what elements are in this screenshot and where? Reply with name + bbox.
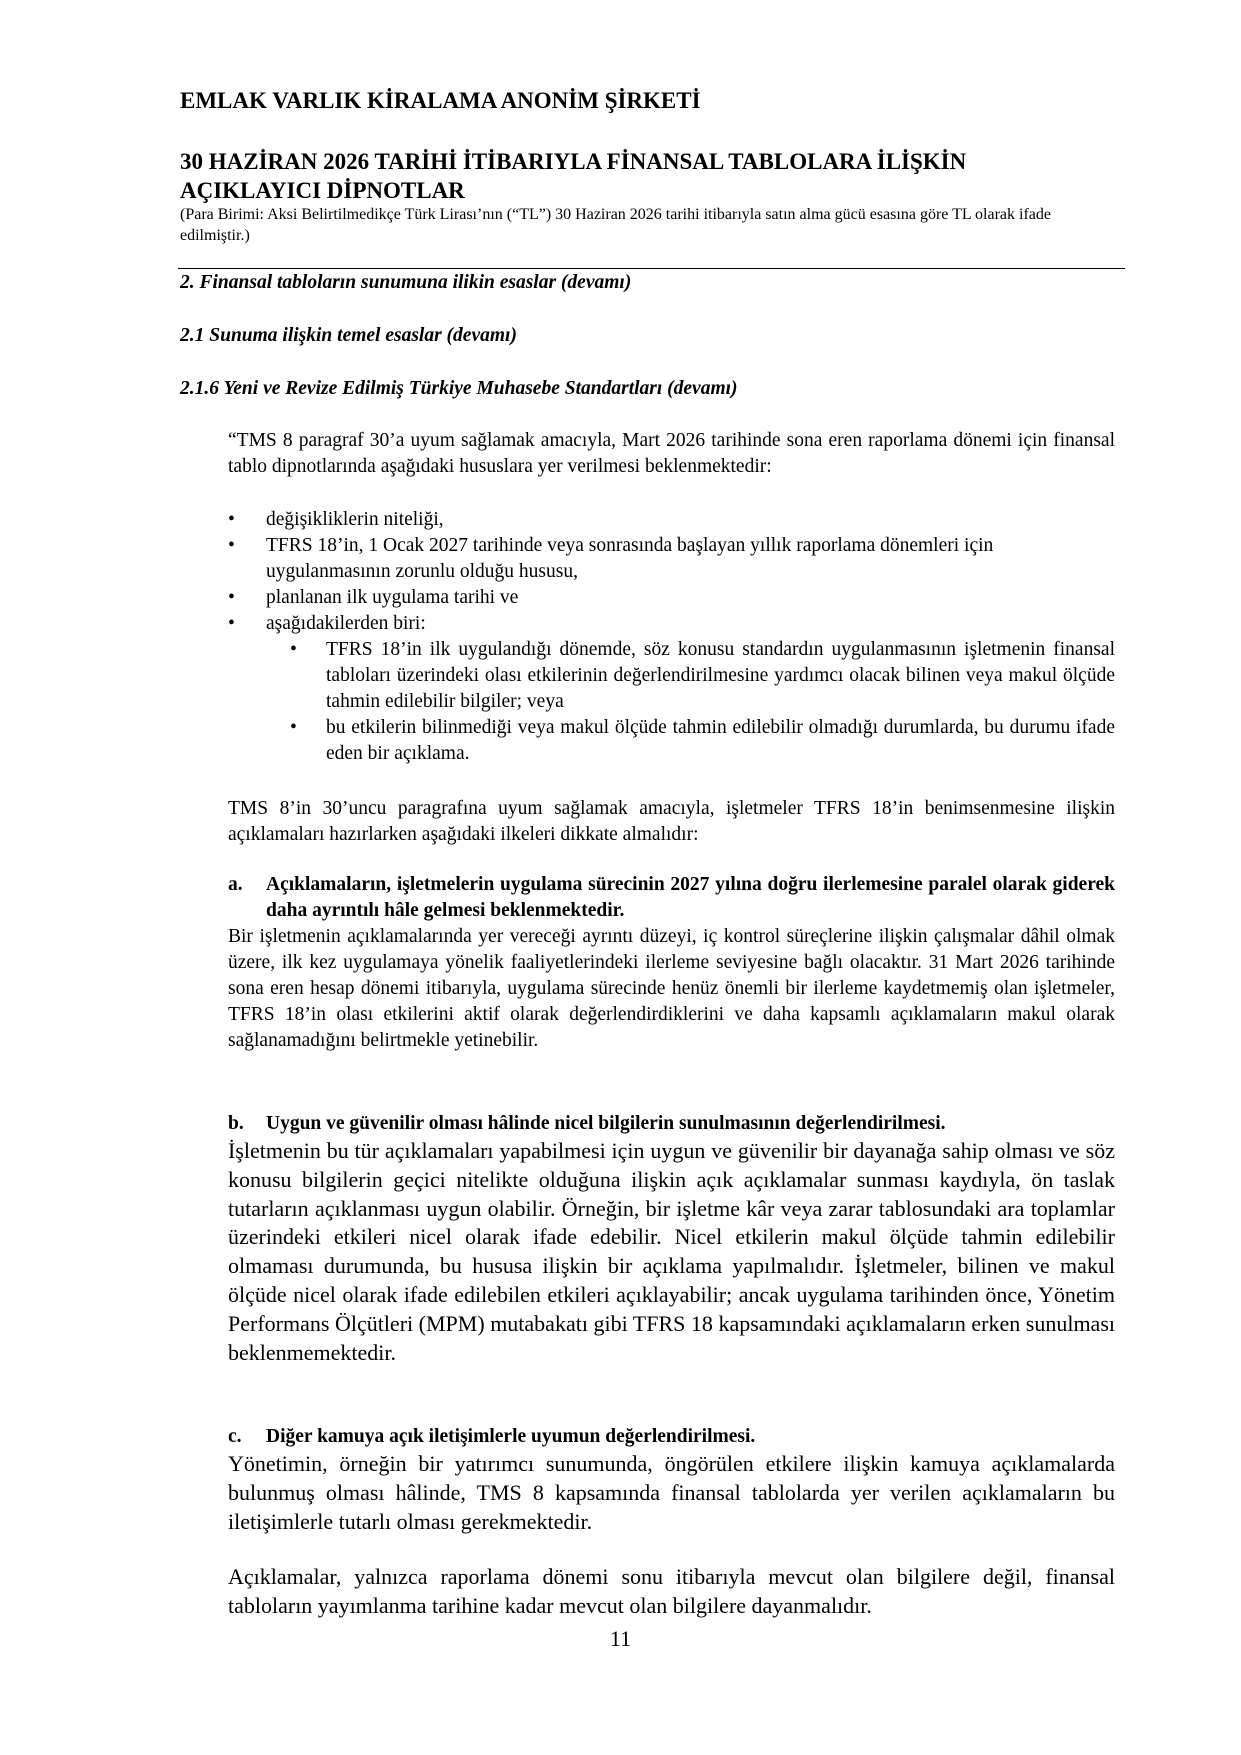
principle-text: Bir işletmenin açıklamalarında yer vereceği ayrıntı düzeyi, iç kontrol süreçlerine ilişkin çalışmalar dâhil olmak üzere, ilk kez uygulamaya yönelik faaliyetlerindeki ilerleme seviyesine bağlı olacaktır. 31 Mart 2026 tarihinde sona eren hesap dönemi itibarıyla, uygulama sürecinde henüz önemli bir ilerleme kaydetmemiş olan işletmeler, TFRS 18’in olası etkilerini aktif olarak değerlendirdiklerini ve daha kapsamlı açıklamaların makul olarak sağlanamadığını belirtmekle yetinebilir.: [228, 926, 1115, 1051]
list-item-text: planlanan ilk uygulama tarihi ve: [266, 587, 519, 608]
list-item: [228, 533, 1115, 585]
intro-paragraph: “TMS 8 paragraf 30’a uyum sağlamak amacıyla, Mart 2026 tarihinde sona eren raporlama dönemi için finansal tablo dipnotlarında aşağıdaki hususlara yer verilmesi beklenmektedir:: [228, 430, 1115, 477]
document-title: [180, 147, 1080, 205]
principle-heading: [228, 872, 1115, 924]
document-title-line-2: AÇIKLAYICI DİPNOTLAR: [180, 178, 465, 203]
principle-letter: c.: [228, 1426, 242, 1447]
principle-c: [228, 1424, 1115, 1536]
bullet-icon: •: [290, 717, 297, 738]
principle-heading: [228, 1111, 1115, 1137]
principle-text: İşletmenin bu tür açıklamaları yapabilmesi için uygun ve güvenilir bir dayanağa sahip olması ve söz konusu bilgilerin geçici nitelikte olduğuna ilişkin açık açıklamalar sunması kaydıyla, ön taslak tutarların açıklanması uygun olabilir. Örneğin, bir işletme kâr veya zarar tablosundaki ara toplamlar üzerindeki etkileri nicel olarak ifade edebilir. Nicel etkilerin makul ölçüde tahmin edilebilir olmaması durumunda, bu hususa ilişkin bir açıklama yapılmalıdır. İşletmeler, bilinen ve makul ölçüde nicel olarak ifade edilebilen etkileri açıklayabilir; ancak uygulama tarihinden önce, Yönetim Performans Ölçütleri (MPM) mutabakatı gibi TFRS 18 kapsamındaki açıklamaların erken sunulması beklenmemektedir.: [228, 1138, 1115, 1365]
list-item: [228, 585, 1115, 611]
bullet-icon: •: [228, 587, 235, 608]
page-number: 11: [609, 1626, 632, 1651]
bullet-icon: •: [290, 639, 297, 660]
principle-letter: a.: [228, 874, 243, 895]
principle-heading-text: Uygun ve güvenilir olması hâlinde nicel bilgilerin sunulmasının değerlendirilmesi.: [266, 1113, 946, 1134]
principle-heading-text: Diğer kamuya açık iletişimlerle uyumun değerlendirilmesi.: [266, 1426, 756, 1447]
header-divider: [178, 268, 1125, 269]
section-heading-2-1: 2.1 Sunuma ilişkin temel esaslar (devamı): [180, 325, 517, 346]
principle-letter: b.: [228, 1113, 244, 1134]
bullet-icon: •: [228, 613, 235, 634]
principle-b: [228, 1111, 1115, 1367]
sub-list-item: [228, 715, 1115, 767]
principle-a: [228, 872, 1115, 1054]
section-heading-2: 2. Finansal tabloların sunumuna ilikin esaslar (devamı): [180, 272, 632, 293]
principles-paragraph: TMS 8’in 30’uncu paragrafına uyum sağlamak amacıyla, işletmeler TFRS 18’in benimsenmesine ilişkin açıklamaları hazırlarken aşağıdaki ilkeleri dikkate almalıdır:: [228, 798, 1115, 845]
currency-note: (Para Birimi: Aksi Belirtilmedikçe Türk Lirası’nın (“TL”) 30 Haziran 2026 tarihi itibarıyla satın alma gücü esasına göre TL olarak ifade edilmiştir.): [180, 206, 1051, 244]
principle-text: Yönetimin, örneğin bir yatırımcı sunumunda, öngörülen etkilere ilişkin kamuya açıklamalarda bulunmuş olması hâlinde, TMS 8 kapsamında finansal tablolarda yer verilen açıklamaların bu iletişimlerle tutarlı olması gerekmektedir.: [228, 1451, 1115, 1534]
bullet-icon: •: [228, 509, 235, 530]
sub-list-item-text: bu etkilerin bilinmediği veya makul ölçüde tahmin edilebilir olmadığı durumlarda, bu durumu ifade eden bir açıklama.: [326, 717, 1115, 764]
sub-list-item-text: TFRS 18’in ilk uygulandığı dönemde, söz konusu standardın uygulanmasının işletmenin finansal tabloları üzerindeki olası etkilerinin değerlendirilmesine yardımcı olacak bilinen veya makul ölçüde tahmin edilebilir bilgiler; veya: [326, 639, 1115, 712]
principle-heading: [228, 1424, 1115, 1450]
section-heading-2-1-6: 2.1.6 Yeni ve Revize Edilmiş Türkiye Muhasebe Standartları (devamı): [180, 378, 738, 399]
sub-list: [266, 637, 1115, 767]
principle-heading-text: Açıklamaların, işletmelerin uygulama sürecinin 2027 yılına doğru ilerlemesine paralel olarak giderek daha ayrıntılı hâle gelmesi beklenmektedir.: [266, 874, 1115, 921]
list-item-text: aşağıdakilerden biri:: [266, 613, 426, 634]
company-name: EMLAK VARLIK KİRALAMA ANONİM ŞİRKETİ: [180, 88, 701, 113]
document-title-line-1: 30 HAZİRAN 2026 TARİHİ İTİBARIYLA FİNANSAL TABLOLARA İLİŞKİN: [180, 149, 967, 174]
list-item: [228, 611, 1115, 767]
list-item-text: değişikliklerin niteliği,: [266, 509, 444, 530]
bullet-icon: •: [228, 535, 235, 556]
closing-paragraph: Açıklamalar, yalnızca raporlama dönemi sonu itibarıyla mevcut olan bilgilere değil, finansal tabloların yayımlanma tarihine kadar mevcut olan bilgilere dayanmalıdır.: [228, 1564, 1115, 1618]
sub-list-item: [228, 637, 1115, 715]
list-item: [228, 507, 1115, 533]
expectations-list: [228, 507, 1115, 767]
list-item-text: TFRS 18’in, 1 Ocak 2027 tarihinde veya sonrasında başlayan yıllık raporlama dönemleri için uygulanmasının zorunlu olduğu hususu,: [266, 535, 994, 582]
